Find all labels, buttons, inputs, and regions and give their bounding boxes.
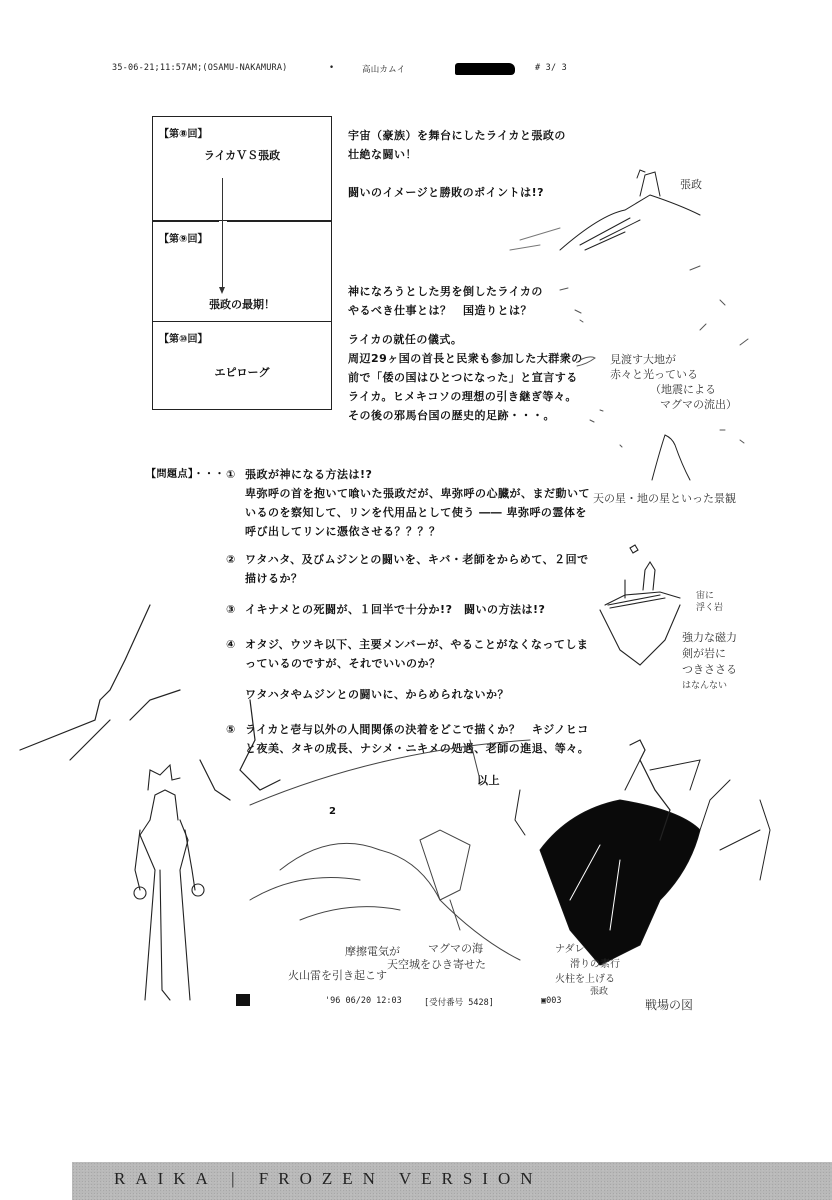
text-line: ワタハタやムジンとの闘いに、からめられないか？: [245, 688, 510, 701]
note-battlefield: 戦場の図: [645, 998, 694, 1012]
note-floating-rock: [696, 590, 723, 614]
text-line: と夜美、タキの成長、ナシメ・ニキメの処遇、老師の進退、等々。: [245, 742, 590, 755]
fax-page-count: # 3/ 3: [535, 63, 567, 73]
note-magnet-sword: [682, 630, 737, 694]
text-line: つきささる: [682, 663, 737, 676]
note-flame-pillar: 火柱を上げる: [555, 974, 615, 985]
end-mark: 以上: [477, 774, 500, 787]
note-friction: 摩擦電気が: [345, 945, 400, 958]
mountain-figure-sketch: [510, 170, 700, 250]
note-volcano-lightning: 火山雷を引き起こす: [288, 969, 387, 982]
text-line: 張政が神になる方法は!?: [245, 468, 373, 481]
floating-rock-sketch: [600, 545, 680, 665]
issue-number: ③: [226, 603, 236, 616]
episode-title: ライカＶＳ張政: [203, 149, 281, 162]
note-earth-glow: [610, 352, 737, 412]
text-line: 壮絶な闘い！: [348, 148, 417, 161]
small-peak-sketch: [652, 435, 690, 480]
issue-number: ①: [226, 468, 236, 481]
page-number: 2: [329, 806, 337, 817]
text-line: 宇宙（豪族）を舞台にしたライカと張政の: [348, 129, 566, 142]
band-title: RAIKA | FROZEN VERSION: [114, 1169, 543, 1188]
note-magma-sea: マグマの海: [428, 942, 483, 955]
fax-footer-receipt: [受付番号 5428]: [424, 998, 494, 1008]
episode-title: エピローグ: [214, 366, 270, 379]
note-slide-2: 滑りの素行: [570, 959, 620, 970]
issue-number: ⑤: [226, 723, 236, 736]
note-slide-1: ナダレ: [555, 944, 585, 955]
text-line: 強力な磁力: [682, 631, 737, 644]
text-line: ワタハタ、及びムジンとの闘いを、キバ・老師をからめて、２回で: [245, 553, 589, 566]
text-line: いるのを察知して、リンを代用品として使う ―― 卑弥呼の霊体を: [245, 506, 587, 519]
episode-label: 【第⑧回】: [159, 129, 208, 140]
text-line: っているのですが、それでいいのか？: [245, 657, 441, 670]
text-line: マグマの流出）: [660, 398, 737, 411]
fax-footer-marker: [236, 994, 250, 1006]
text-line: はなんない: [682, 681, 728, 691]
text-line: 神になろうとした男を倒したライカの: [348, 285, 543, 298]
note-zhang-label: 張政: [680, 178, 702, 191]
text-line: 描けるか？: [245, 572, 303, 585]
dark-rock-figure-sketch: [515, 740, 770, 965]
text-line: イキナメとの死闘が、１回半で十分か!? 闘いの方法は!?: [245, 603, 546, 616]
fax-footer-page: ▣003: [541, 996, 562, 1006]
text-line: 赤々と光っている: [610, 368, 698, 381]
episode-label: 【第⑩回】: [159, 334, 208, 345]
issue-number: ④: [226, 638, 236, 651]
note-sky-castle: 天空城をひき寄せた: [387, 958, 486, 971]
note-sky-earth-stars: 天の星・地の星といった景観: [593, 492, 736, 505]
fax-destination: 高山カムイ: [362, 65, 406, 75]
fax-timestamp-sender: 35-06-21;11:57AM;(OSAMU-NAKAMURA): [112, 63, 288, 73]
text-line: オタジ、ウツキ以下、主要メンバーが、やることがなくなってしま: [245, 638, 589, 651]
text-line: 前で「倭の国はひとつになった」と宣言する: [348, 371, 578, 384]
issues-heading: 【問題点】・・・: [146, 469, 225, 480]
note-zhang-2: 張政: [590, 987, 609, 997]
text-line: （地震による: [650, 383, 716, 396]
text-line: ライカと壱与以外の人間関係の決着をどこで描くか？ キジノヒコ: [245, 723, 589, 736]
standing-warrior-sketch: [134, 765, 204, 1000]
text-line: 宙に: [696, 591, 715, 601]
text-line: 周辺29ヶ国の首長と民衆も参加した大群衆の: [348, 352, 583, 365]
episode-label: 【第⑨回】: [159, 234, 208, 245]
magma-cloud-sketch: [250, 740, 530, 960]
fax-mark: •: [329, 63, 335, 73]
issue-number: ②: [226, 553, 236, 566]
episode-title: 張政の最期！: [209, 298, 275, 311]
text-line: 卑弥呼の首を抱いて喰いた張政だが、卑弥呼の心臓が、まだ動いて: [245, 487, 590, 500]
text-line: ライカ。ヒメキコソの理想の引き継ぎ等々。: [348, 390, 577, 403]
text-line: その後の邪馬台国の歴史的足跡・・・。: [348, 409, 555, 422]
text-line: やるべき仕事とは？ 国造りとは？: [348, 304, 532, 317]
text-line: 剣が岩に: [682, 647, 726, 660]
fax-footer-datetime: '96 06/20 12:03: [325, 996, 402, 1006]
text-line: 呼び出してリンに憑依させる？？？？: [245, 525, 441, 538]
text-line: ライカの就任の儀式。: [348, 333, 463, 346]
text-line: 浮く岩: [696, 603, 724, 613]
text-line: 闘いのイメージと勝敗のポイントは!?: [348, 186, 545, 199]
text-line: 見渡す大地が: [610, 353, 676, 366]
bottom-title-band: [72, 1162, 832, 1200]
